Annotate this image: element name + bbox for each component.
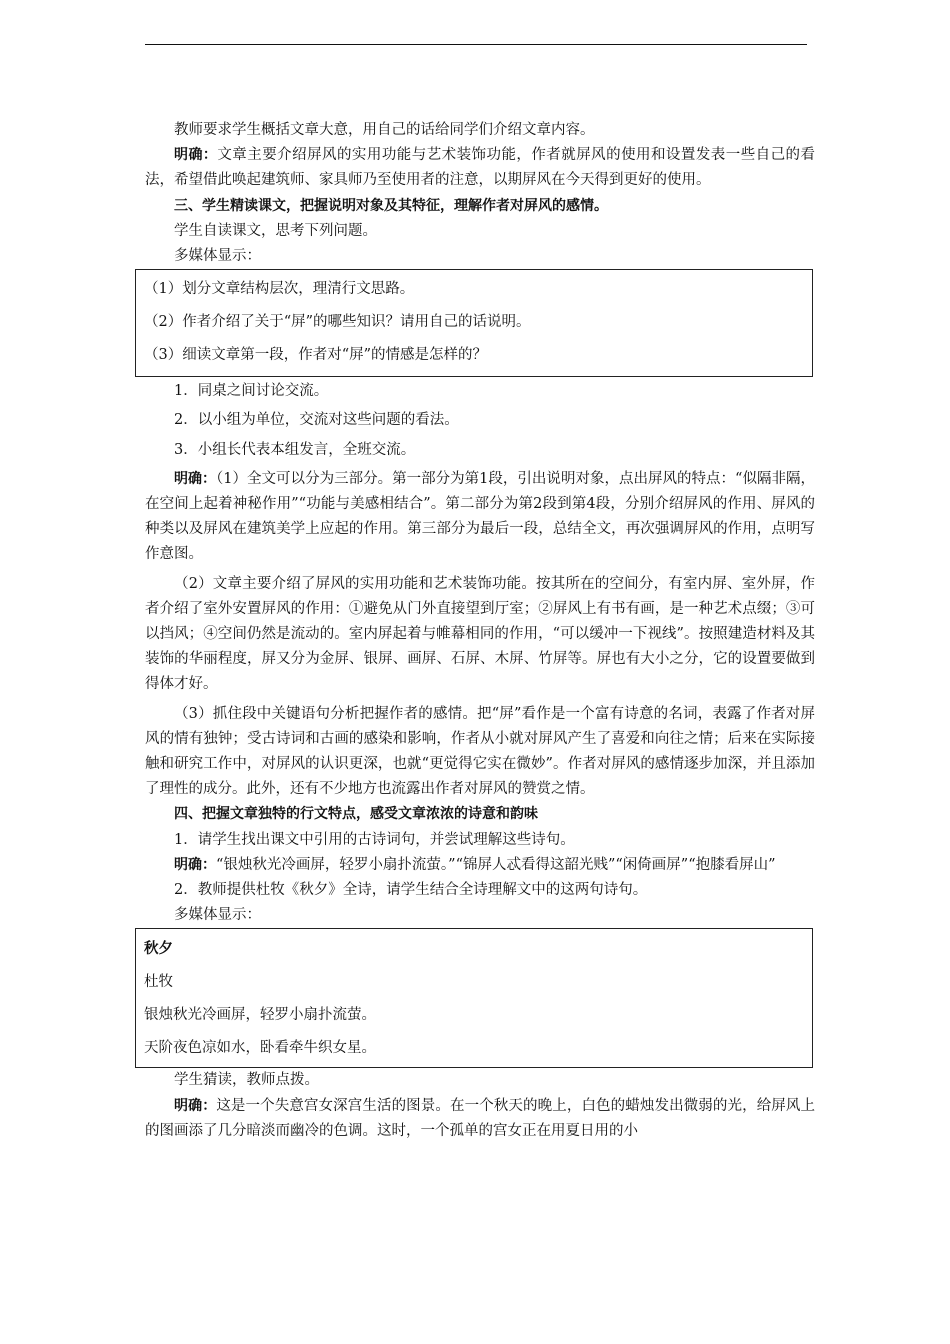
poem-author: 杜牧 bbox=[144, 974, 173, 991]
section-4-heading: 四、把握文章独特的行文特点，感受文章浓浓的诗意和韵味 bbox=[174, 806, 538, 823]
answer-paragraph-3: （3）抓住段中关键语句分析把握作者的感情。把“屏”看作是一个富有诗意的名词，表露了作者对屏风的情有独钟；受古诗词和古画的感染和影响，作者从小就对屏风产生了喜爱和向往之情；后来在实际接触和研究工作中，对屏风的认识更深，也就“更觉得它实在微妙”。作者对屏风的感情逐步加深，并且添加了理性的成分。此外，还有不少地方也流露出作者对屏风的赞赏之情。 bbox=[145, 705, 815, 798]
step-item: 3．小组长代表本组发言，全班交流。 bbox=[174, 441, 416, 458]
guess-paragraph: 学生猜读，教师点拨。 bbox=[174, 1072, 319, 1089]
poem-box bbox=[135, 928, 813, 1068]
document-body bbox=[145, 118, 815, 1144]
mingque-label: 明确： bbox=[174, 856, 216, 873]
mingque-text: 文章主要介绍屏风的实用功能与艺术装饰功能，作者就屏风的使用和设置发表一些自己的看法，希望借此唤起建筑师、家具师乃至使用者的注意，以期屏风在今天得到更好的使用。 bbox=[145, 147, 815, 189]
poem-line: 天阶夜色凉如水，卧看牵牛织女星。 bbox=[144, 1040, 376, 1057]
questions-box bbox=[135, 269, 813, 377]
mingque-paragraph-4: 明确：“银烛秋光冷画屏，轻罗小扇扑流萤。”“锦屏人忒看得这韶光贱”“闲倚画屏”“抱膝看屏山” bbox=[174, 856, 776, 873]
mingque-label: 明确： bbox=[174, 147, 218, 164]
mingque-paragraph-last: 明确：这是一个失意宫女深宫生活的图景。在一个秋天的晚上，白色的蜡烛发出微弱的光，给屏风上的图画添了几分暗淡而幽冷的色调。这时，一个孤单的宫女正在用夏日用的小 bbox=[145, 1097, 816, 1139]
multimedia-label-1: 多媒体显示： bbox=[174, 248, 261, 265]
answer-paragraph-1: 明确：（1）全文可以分为三部分。第一部分为第1段，引出说明对象，点出屏风的特点：“似隔非隔，在空间上起着神秘作用”“功能与美感相结合”。第二部分为第2段到第4段，分别介绍屏风的作用、屏风的种类以及屏风在建筑美学上应起的作用。第三部分为最后一段，总结全文，再次强调屏风的作用，点明写作意图。 bbox=[145, 470, 815, 563]
mingque-paragraph-1 bbox=[145, 143, 815, 193]
poem-title: 秋夕 bbox=[144, 941, 173, 958]
self-read-paragraph: 学生自读课文，思考下列问题。 bbox=[174, 222, 377, 239]
step-4-2: 2．教师提供杜牧《秋夕》全诗，请学生结合全诗理解文中的这两句诗句。 bbox=[174, 882, 648, 899]
step-4-1: 1．请学生找出课文中引用的古诗词句，并尝试理解这些诗句。 bbox=[174, 831, 575, 848]
question-item: （3）细读文章第一段，作者对“屏”的情感是怎样的？ bbox=[144, 347, 488, 364]
step-item: 2．以小组为单位，交流对这些问题的看法。 bbox=[174, 412, 459, 429]
question-item: （2）作者介绍了关于“屏”的哪些知识？请用自己的话说明。 bbox=[144, 314, 531, 331]
section-3-heading: 三、学生精读课文，把握说明对象及其特征，理解作者对屏风的感情。 bbox=[174, 197, 608, 214]
multimedia-label-2: 多媒体显示： bbox=[174, 907, 261, 924]
intro-paragraph: 教师要求学生概括文章大意，用自己的话给同学们介绍文章内容。 bbox=[174, 122, 595, 138]
mingque-label: 明确： bbox=[174, 1097, 217, 1114]
mingque-label: 明确： bbox=[174, 470, 217, 487]
poem-line: 银烛秋光冷画屏，轻罗小扇扑流萤。 bbox=[144, 1007, 376, 1024]
header-rule bbox=[145, 44, 807, 45]
step-item: 1．同桌之间讨论交流。 bbox=[174, 383, 329, 400]
answer-paragraph-2: （2）文章主要介绍了屏风的实用功能和艺术装饰功能。按其所在的空间分，有室内屏、室外屏，作者介绍了室外安置屏风的作用：①避免从门外直接望到厅室；②屏风上有书有画，是一种艺术点缀；③可以挡风；④空间仍然是流动的。室内屏起着与帷幕相同的作用，“可以缓冲一下视线”。按照建造材料及其装饰的华丽程度，屏又分为金屏、银屏、画屏、石屏、木屏、竹屏等。屏也有大小之分，它的设置要做到得体才好。 bbox=[145, 575, 815, 693]
question-item: （1）划分文章结构层次，理清行文思路。 bbox=[144, 281, 415, 298]
